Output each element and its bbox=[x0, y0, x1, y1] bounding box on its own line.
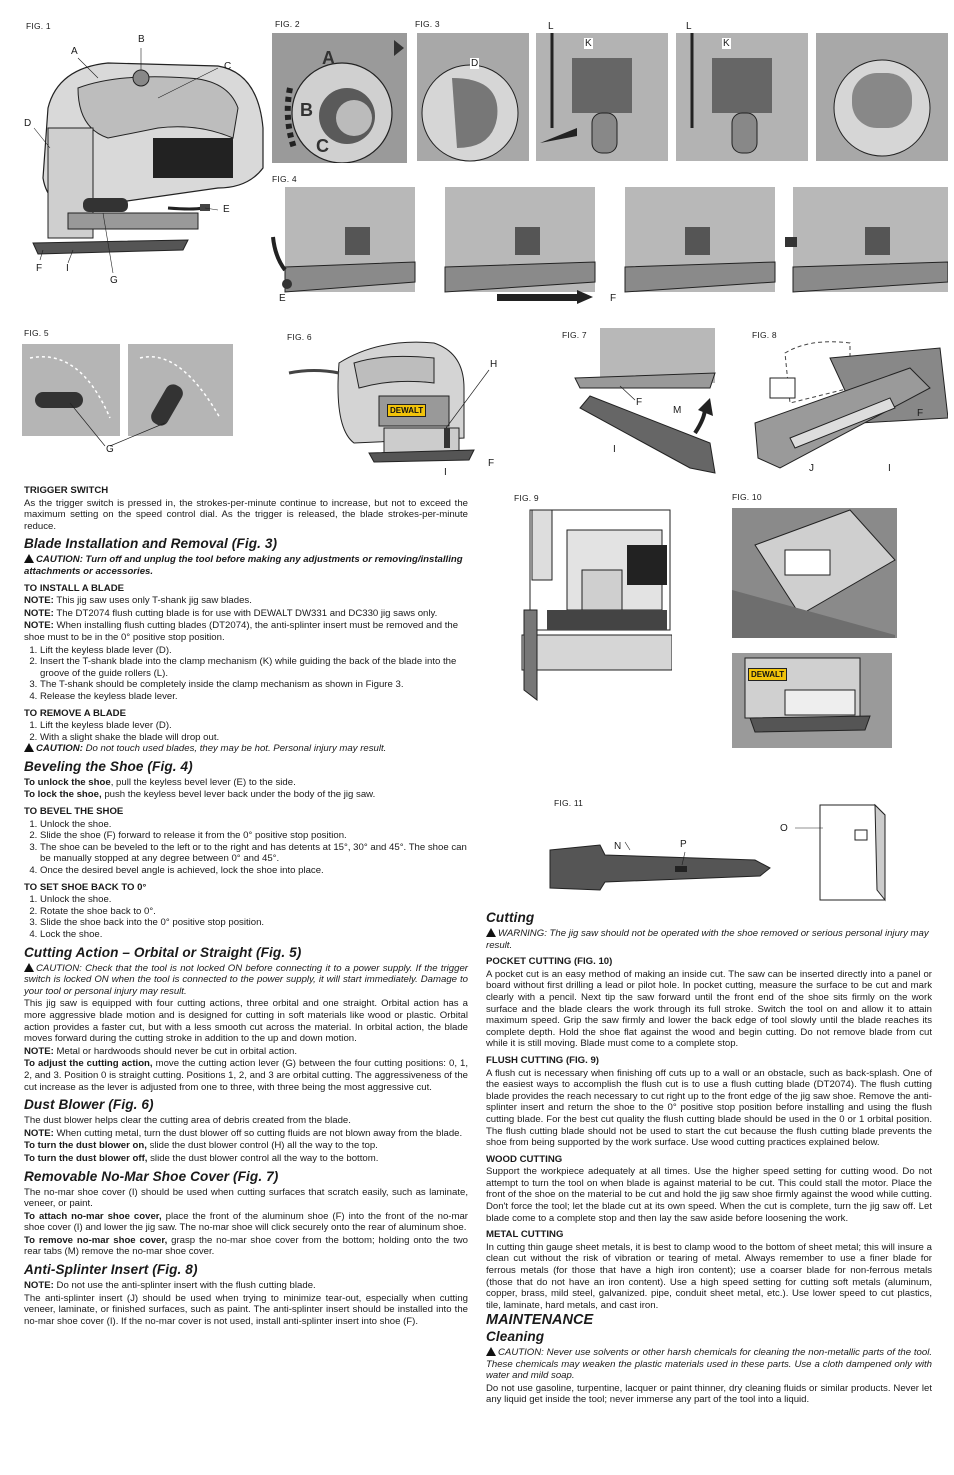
fig1-callout-e: E bbox=[223, 204, 230, 215]
wood-cutting-heading: WOOD CUTTING bbox=[486, 1153, 563, 1165]
figure-5 bbox=[20, 328, 235, 463]
dial-letter-c: C bbox=[316, 136, 329, 156]
figure-3 bbox=[412, 18, 948, 163]
fig7-callout-m: M bbox=[673, 405, 682, 416]
pocket-cutting-heading: POCKET CUTTING (FIG. 10) bbox=[486, 956, 613, 968]
fig8-callout-i: I bbox=[888, 463, 891, 474]
figure-11 bbox=[545, 790, 948, 905]
trigger-switch-text: As the trigger switch is pressed in, the strokes-per-minute continue to increase, but not to exceed the maximum setting on the speed control dial. As the trigger is released, the blade strokes-per-minute reduce. bbox=[24, 497, 468, 532]
fig8-callout-f: F bbox=[917, 408, 924, 419]
bevel-step: 4. Once the desired bevel angle is achieved, lock the shoe into place. bbox=[40, 865, 468, 877]
jigsaw-side-illustration bbox=[18, 18, 268, 298]
fig3-callout-k-2: K bbox=[723, 38, 730, 49]
figure-5-label: FIG. 5 bbox=[24, 328, 49, 338]
bevel-steps-list bbox=[24, 819, 468, 877]
dust-blower-off: To turn the dust blower off, slide the dust blower control all the way to the bottom. bbox=[24, 1152, 379, 1164]
beveling-heading: Beveling the Shoe (Fig. 4) bbox=[24, 758, 193, 774]
flush-cutting-illustration bbox=[512, 490, 672, 705]
bevel-shoe-sequence bbox=[265, 172, 948, 312]
unlock-shoe-text: To unlock the shoe, pull the keyless bevel lever (E) to the side. bbox=[24, 776, 296, 788]
caution-icon bbox=[486, 1347, 496, 1356]
fig4-callout-f: F bbox=[610, 293, 617, 304]
left-text-column bbox=[24, 485, 468, 1328]
set-back-step: 1. Unlock the shoe. bbox=[40, 894, 468, 906]
anti-splinter-insert-illustration bbox=[750, 328, 948, 478]
fig7-callout-f: F bbox=[636, 397, 643, 408]
figure-6 bbox=[284, 328, 509, 478]
install-step: 3. The T-shank should be completely inside the clamp mechanism as shown in Figure 3. bbox=[40, 679, 468, 691]
orbital-note: NOTE: Metal or hardwoods should never be cut in orbital action. bbox=[24, 1045, 298, 1057]
figure-9 bbox=[512, 490, 672, 705]
fig1-callout-i: I bbox=[66, 263, 69, 274]
figure-7 bbox=[560, 328, 730, 478]
remove-blade-caution: CAUTION: Do not touch used blades, they may be hot. Personal injury may result. bbox=[24, 743, 468, 755]
cutting-action-text: This jig saw is equipped with four cutting actions, three orbital and one straight. Orbital action has a more aggressive blade motion and is designed for cutting in soft materials like wood or plastic. Orbital action provides a faster cut, but with a less smooth cut across the material. In orbital action, the blade moves forward during the cutting stroke in addition to the up and down motion. bbox=[24, 998, 468, 1045]
fig8-callout-j: J bbox=[809, 463, 814, 474]
dust-blower-note: NOTE: When cutting metal, turn the dust blower off so cutting fluids are not blown away from the blade. bbox=[24, 1127, 463, 1139]
set-shoe-back-heading: TO SET SHOE BACK TO 0° bbox=[24, 881, 147, 893]
figure-2 bbox=[272, 18, 407, 163]
flush-cutting-text: A flush cut is necessary when finishing off cuts up to a wall or an obstacle, such as back-splash. One of the easiest ways to accomplish the flush cut is to use a flush cutting blade (DT2074). The flush cutting blade provides the reach necessary to cut right up to the front edge of the jig saw shoe. Remove the anti-splinter insert and return the shoe to the 0° positive stop position before installing and using the flush cutting blade. For the best cut quality the flush cutting blade should be used in the 0 or 1 orbital position. The flush cutting blade should not be used to start the cut because the flush cutting blade prevents the shoe from being supported by the work surface. Use wood cutting practices explained below. bbox=[486, 1067, 932, 1149]
dust-blower-heading: Dust Blower (Fig. 6) bbox=[24, 1097, 154, 1113]
install-step: 1. Lift the keyless blade lever (D). bbox=[40, 645, 468, 657]
fig1-callout-d: D bbox=[24, 118, 32, 129]
figure-4-label: FIG. 4 bbox=[272, 174, 297, 184]
pocket-cutting-text: A pocket cut is an easy method of making an inside cut. The saw can be inserted directly into a panel or board without first drilling a lead or pilot hole. In pocket cutting, measure the surface to be cut and mark clearly with a pencil. Next tip the saw forward until the front end of the shoe sits firmly on the work surface and the blade clears the work through its full stroke. Switch the tool on and allow it to attain maximum speed. Grip the saw firmly and lower the back edge of tool slowly until the blade reaches its complete depth. Hold the shoe flat against the wood and begin cutting. Do not remove blade from cut while it is still moving. Blade must come to a complete stop. bbox=[486, 968, 932, 1050]
figure-2-label: FIG. 2 bbox=[275, 19, 300, 29]
figure-11-label: FIG. 11 bbox=[554, 798, 584, 808]
cutting-heading: Cutting bbox=[486, 910, 535, 925]
caution-icon bbox=[24, 963, 34, 972]
dewalt-brand-label-fig6: DEWALT bbox=[387, 404, 426, 417]
fig5-callout-g: G bbox=[106, 444, 114, 455]
note-tshank: NOTE: This jig saw uses only T-shank jig saw blades. bbox=[24, 595, 252, 607]
install-step: 4. Release the keyless blade lever. bbox=[40, 691, 468, 703]
pocket-cutting-illustration bbox=[730, 490, 948, 750]
fig3-callout-d: D bbox=[471, 58, 479, 69]
set-back-step: 2. Rotate the shoe back to 0°. bbox=[40, 906, 468, 918]
dust-blower-illustration bbox=[284, 328, 509, 478]
fig6-callout-i: I bbox=[444, 467, 447, 478]
figure-10-label: FIG. 10 bbox=[732, 492, 762, 502]
lock-shoe-text: To lock the shoe, push the keyless bevel lever back under the body of the jig saw. bbox=[24, 789, 376, 801]
trigger-switch-heading: TRIGGER SWITCH bbox=[24, 485, 109, 496]
cleaning-caution: CAUTION: Never use solvents or other harsh chemicals for cleaning the non-metallic parts of the tool. These chemicals may weaken the plastic materials used in these parts. Use a cloth dampened only with water and mild soap. bbox=[486, 1347, 932, 1382]
adjust-action-text: To adjust the cutting action, move the cutting action lever (G) between the four cutting positions: 0, 1, 2, and 3. Position 0 is straight cutting. Positions 1, 2, and 3 are orbital cutting. The aggressiveness of the cut increase as the lever is adjusted from one to three, with three being the most aggressive cut. bbox=[24, 1058, 468, 1093]
anti-splinter-text: The anti-splinter insert (J) should be used when trying to minimize tear-out, especially when cutting veneer, laminate, or finished surfaces, such as paint. The anti-splinter insert should be installed into the no-mar shoe cover (I). If the no-mar cover is not used, install anti-splinter insert into shoe (F). bbox=[24, 1292, 468, 1327]
cutting-warning: WARNING: The jig saw should not be operated with the shoe removed or serious personal injury may result. bbox=[486, 928, 929, 951]
fig6-callout-f: F bbox=[488, 458, 495, 469]
set-back-step: 3. Slide the shoe back into the 0° positive stop position. bbox=[40, 917, 468, 929]
bevel-step: 1. Unlock the shoe. bbox=[40, 819, 468, 831]
figure-8 bbox=[750, 328, 948, 478]
fig1-callout-c: C bbox=[224, 61, 232, 72]
blade-installation-heading: Blade Installation and Removal (Fig. 3) bbox=[24, 536, 278, 552]
no-mar-text: The no-mar shoe cover (I) should be used when cutting surfaces that scratch easily, such as laminate, veneer, or paint. bbox=[24, 1186, 468, 1210]
anti-splinter-note: NOTE: Do not use the anti-splinter insert with the flush cutting blade. bbox=[24, 1280, 316, 1292]
dust-blower-on: To turn the dust blower on, slide the dust blower control (H) all the way to the top. bbox=[24, 1140, 378, 1152]
fig1-callout-b: B bbox=[138, 34, 145, 45]
set-back-step: 4. Lock the shoe. bbox=[40, 929, 468, 941]
remove-cover-text: To remove no-mar shoe cover, grasp the no-mar shoe cover from the bottom; holding onto the two rear tabs (M) remove the no-mar shoe cover. bbox=[24, 1234, 468, 1258]
fig3-callout-l-1: L bbox=[548, 21, 554, 32]
remove-blade-heading: TO REMOVE A BLADE bbox=[24, 707, 126, 719]
no-mar-shoe-illustration bbox=[560, 328, 730, 478]
figure-10 bbox=[730, 490, 948, 750]
warning-icon bbox=[486, 928, 496, 937]
install-blade-heading: TO INSTALL A BLADE bbox=[24, 582, 125, 594]
fig11-callout-o: O bbox=[780, 823, 788, 834]
metal-cutting-heading: METAL CUTTING bbox=[486, 1229, 564, 1241]
bevel-step: 2. Slide the shoe (F) forward to release it from the 0° positive stop position. bbox=[40, 830, 468, 842]
install-step: 2. Insert the T-shank blade into the clamp mechanism (K) while guiding the back of the blade into the groove of the guide rollers (L). bbox=[40, 656, 468, 679]
note-flush-blade: NOTE: The DT2074 flush cutting blade is for use with DEWALT DW331 and DC330 jig saws only. bbox=[24, 607, 438, 619]
figure-9-label: FIG. 9 bbox=[514, 493, 539, 503]
fig6-callout-h: H bbox=[490, 359, 498, 370]
figure-3-label: FIG. 3 bbox=[415, 19, 440, 29]
dewalt-brand-label-fig10: DEWALT bbox=[748, 668, 787, 681]
note-anti-splinter: NOTE: When installing flush cutting blades (DT2074), the anti-splinter insert must be removed and the shoe must to be in the 0° positive stop position. bbox=[24, 620, 459, 643]
blade-caution: CAUTION: Turn off and unplug the tool before making any adjustments or removing/installing attachments or accessories. bbox=[24, 554, 463, 577]
cutting-action-heading: Cutting Action – Orbital or Straight (Fig. 5) bbox=[24, 944, 302, 960]
set-back-steps-list bbox=[24, 894, 468, 940]
no-mar-heading: Removable No-Mar Shoe Cover (Fig. 7) bbox=[24, 1168, 279, 1184]
blade-and-insert-illustration bbox=[545, 790, 948, 905]
cleaning-text: Do not use gasoline, turpentine, lacquer or paint thinner, dry cleaning fluids or similar products. Never let any liquid get inside the tool; never immerse any part of the tool into a liquid. bbox=[486, 1382, 932, 1406]
remove-step: 1. Lift the keyless blade lever (D). bbox=[40, 720, 468, 732]
caution-icon bbox=[24, 743, 34, 752]
figure-4 bbox=[265, 172, 948, 312]
figure-8-label: FIG. 8 bbox=[752, 330, 777, 340]
fig11-callout-n: N bbox=[614, 841, 622, 852]
figure-1-label: FIG. 1 bbox=[26, 21, 51, 31]
cutting-action-lever-illustration bbox=[20, 328, 235, 463]
right-text-column bbox=[486, 910, 932, 1407]
dial-letter-a: A bbox=[322, 48, 335, 68]
install-steps-list bbox=[24, 645, 468, 703]
fig1-callout-a: A bbox=[71, 46, 78, 57]
fig3-callout-l-2: L bbox=[686, 21, 692, 32]
metal-cutting-text: In cutting thin gauge sheet metals, it is best to clamp wood to the bottom of sheet metal; this will insure a clean cut without the risk of vibration or tearing of metal. Always remember to use a finer blade for ferrous metals (for those that have a high iron content); use a coarser blade for non-ferrous metals (those that do not have an iron content). Use a high speed setting for cutting soft metals (aluminum, copper, brass, mild steel, galvanized. pipe, conduit sheet metal, etc.). Use lower speed to cut plastics, tile, laminate, hard metals, and cast iron. bbox=[486, 1241, 932, 1311]
cutting-action-caution: CAUTION: Check that the tool is not locked ON before connecting it to a power supply. If the trigger switch is locked ON when the tool is connected to the power supply, it will start immediately. Damage to your tool or personal injury may result. bbox=[24, 962, 468, 997]
anti-splinter-heading: Anti-Splinter Insert (Fig. 8) bbox=[24, 1262, 198, 1278]
bevel-shoe-heading: TO BEVEL THE SHOE bbox=[24, 806, 124, 818]
caution-icon bbox=[24, 554, 34, 563]
fig1-callout-g: G bbox=[110, 275, 118, 286]
figure-7-label: FIG. 7 bbox=[562, 330, 587, 340]
fig7-callout-i: I bbox=[613, 444, 616, 455]
figure-6-label: FIG. 6 bbox=[287, 332, 312, 342]
speed-dial-illustration bbox=[272, 18, 407, 163]
fig1-callout-f: F bbox=[36, 263, 43, 274]
attach-cover-text: To attach no-mar shoe cover, place the front of the aluminum shoe (F) into the front of the no-mar shoe cover (I) and lower the jig saw. The no-mar shoe will click securely onto the rear of aluminum shoe. bbox=[24, 1210, 468, 1234]
fig4-callout-e: E bbox=[279, 293, 286, 304]
bevel-step: 3. The shoe can be beveled to the left or to the right and has detents at 15°, 30° and 45°. The shoe can be manually stopped at any degree between 0° and 45°. bbox=[40, 842, 468, 865]
wood-cutting-text: Support the workpiece adequately at all times. Use the higher speed setting for cutting wood. Do not attempt to turn the tool on when blade is against material to be cut. This could stall the motor. Place the front of the shoe on the material to be cut and hold the jig saw shoe firmly against the wood while cutting. Don't force the tool; let the blade cut at its own speed. When the cut is complete, turn the jig saw off. Let blade come to a complete stop and then lay the saw aside before loosening the work. bbox=[486, 1166, 932, 1224]
dust-blower-text: The dust blower helps clear the cutting area of debris created from the blade. bbox=[24, 1115, 351, 1127]
fig11-callout-p: P bbox=[680, 839, 687, 850]
flush-cutting-heading: FLUSH CUTTING (FIG. 9) bbox=[486, 1054, 599, 1066]
dial-letter-b: B bbox=[300, 100, 313, 120]
figure-1 bbox=[18, 18, 268, 298]
fig3-callout-k-1: K bbox=[585, 38, 592, 49]
blade-install-sequence bbox=[412, 18, 948, 163]
remove-step: 2. With a slight shake the blade will drop out. bbox=[40, 732, 468, 744]
cleaning-heading: Cleaning bbox=[486, 1329, 545, 1344]
remove-steps-list bbox=[24, 720, 468, 743]
maintenance-heading: MAINTENANCE bbox=[486, 1312, 594, 1329]
